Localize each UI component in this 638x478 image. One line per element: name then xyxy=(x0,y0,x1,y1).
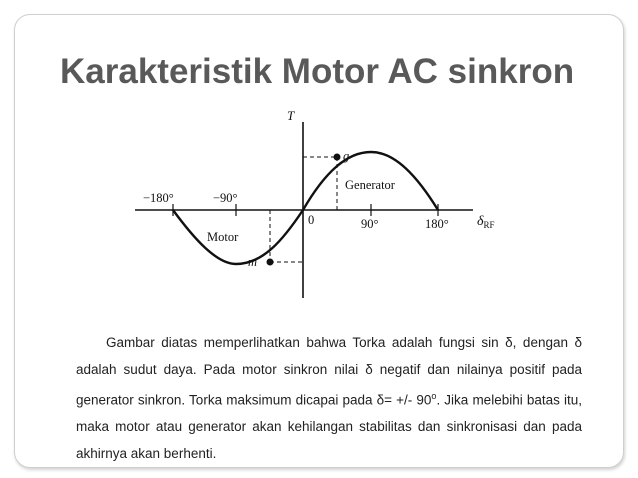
slide-title: Karakteristik Motor AC sinkron xyxy=(60,52,575,91)
axis-x-subscript: RF xyxy=(483,220,495,230)
tick-label-pos90: 90° xyxy=(361,217,379,231)
degree-superscript: o xyxy=(431,391,437,401)
description-part1: Gambar diatas memperlihatkan bahwa Torka adalah fungsi sin δ, dengan δ adalah sudut daya. Pada motor sinkron nilai δ negatif dan nilainya positif pada generator sinkron. Torka maksimum dicapai pada δ= +/- 90 xyxy=(76,335,582,408)
region-motor-label: Motor xyxy=(207,230,239,244)
point-m-label: m xyxy=(248,255,258,269)
torque-angle-diagram xyxy=(135,100,515,310)
tick-label-neg180: −180° xyxy=(143,191,174,205)
point-g-label: g xyxy=(343,149,350,163)
axis-x-symbol: δ xyxy=(477,214,484,229)
torque-curve xyxy=(173,152,438,264)
axis-x-label xyxy=(477,214,495,230)
description-paragraph xyxy=(76,330,582,467)
point-g-marker xyxy=(334,154,341,161)
tick-label-neg90: −90° xyxy=(213,191,238,205)
axis-y-label: T xyxy=(287,108,295,123)
point-m-marker xyxy=(267,259,274,266)
region-generator-label: Generator xyxy=(345,178,395,192)
description-part2: . Jika melebihi batas itu, maka motor atau generator akan kehilangan stabilitas dan sinkronisasi dan pada akhirnya akan berhenti. xyxy=(76,392,582,461)
tick-label-pos180: 180° xyxy=(425,217,449,231)
tick-label-zero: 0 xyxy=(308,213,315,227)
